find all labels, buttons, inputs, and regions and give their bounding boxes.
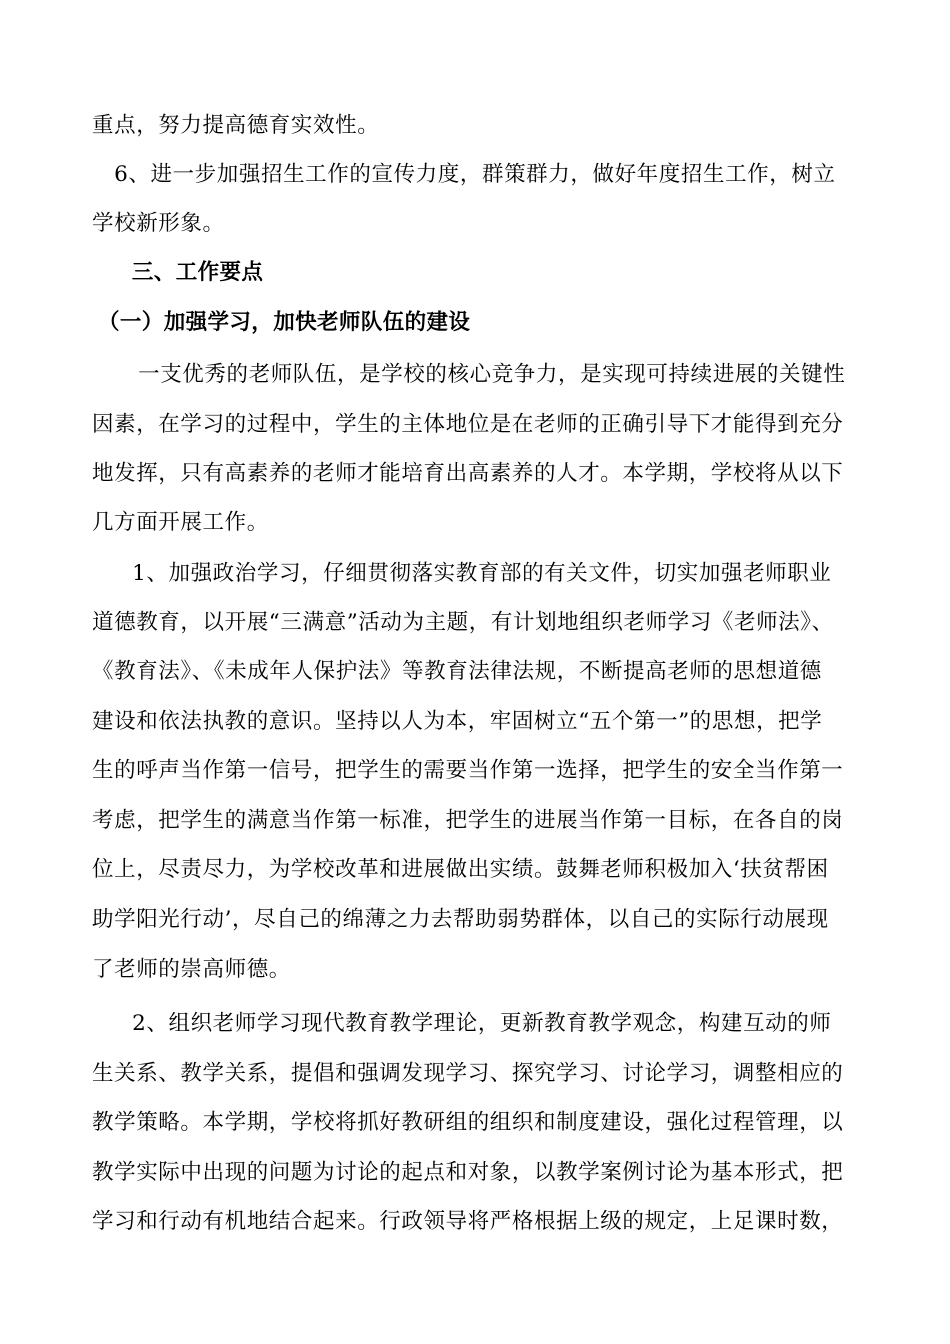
subsection-heading: （一）加强学习，加快老师队伍的建设 (98, 310, 471, 335)
text-line: 了老师的崇高师德。 (92, 957, 291, 982)
text-line: 学校新形象。 (92, 211, 225, 236)
text-line: 道德教育，以开展“三满意”活动为主题，有计划地组织老师学习《老师法》、 (92, 610, 834, 635)
text-line: 6、进一步加强招生工作的宣传力度，群策群力，做好年度招生工作，树立 (92, 162, 836, 187)
text-line: 一支优秀的老师队伍，是学校的核心竞争力，是实现可持续进展的关键性 (116, 362, 846, 387)
text-line: 学习和行动有机地结合起来。行政领导将严格根据上级的规定，上足课时数， (92, 1209, 844, 1234)
text-line: 重点，努力提高德育实效性。 (92, 113, 380, 138)
text-line: 地发挥，只有高素养的老师才能培育出高素养的人才。本学期，学校将从以下 (92, 461, 844, 486)
text-line: 助学阳光行动’，尽自己的绵薄之力去帮助弱势群体，以自己的实际行动展现 (92, 907, 829, 932)
text-line: 几方面开展工作。 (92, 510, 269, 535)
text-line: 建设和依法执教的意识。坚持以人为本，牢固树立“五个第一”的思想，把学 (92, 709, 823, 734)
text-line: 1、加强政治学习，仔细贯彻落实教育部的有关文件，切实加强老师职业 (110, 561, 832, 586)
text-line: 生关系、教学关系，提倡和强调发现学习、探究学习、讨论学习，调整相应的 (92, 1061, 844, 1086)
section-heading: 三、工作要点 (110, 260, 264, 285)
text-line: 位上，尽责尽力，为学校改革和进展做出实绩。鼓舞老师积极加入‘扶贫帮困 (92, 857, 829, 882)
text-line: 教学策略。本学期，学校将抓好教研组的组织和制度建设，强化过程管理，以 (92, 1110, 844, 1135)
text-line: 生的呼声当作第一信号，把学生的需要当作第一选择，把学生的安全当作第一 (92, 758, 844, 783)
text-line: 考虑，把学生的满意当作第一标准，把学生的进展当作第一目标，在各自的岗 (92, 808, 844, 833)
text-line: 《教育法》、《未成年人保护法》等教育法律法规，不断提高老师的思想道德 (92, 659, 822, 684)
text-line: 因素，在学习的过程中，学生的主体地位是在老师的正确引导下才能得到充分 (92, 412, 844, 437)
text-line: 2、组织老师学习现代教育教学理论，更新教育教学观念，构建互动的师 (110, 1011, 832, 1036)
text-line: 教学实际中出现的问题为讨论的起点和对象，以教学案例讨论为基本形式，把 (92, 1160, 844, 1185)
